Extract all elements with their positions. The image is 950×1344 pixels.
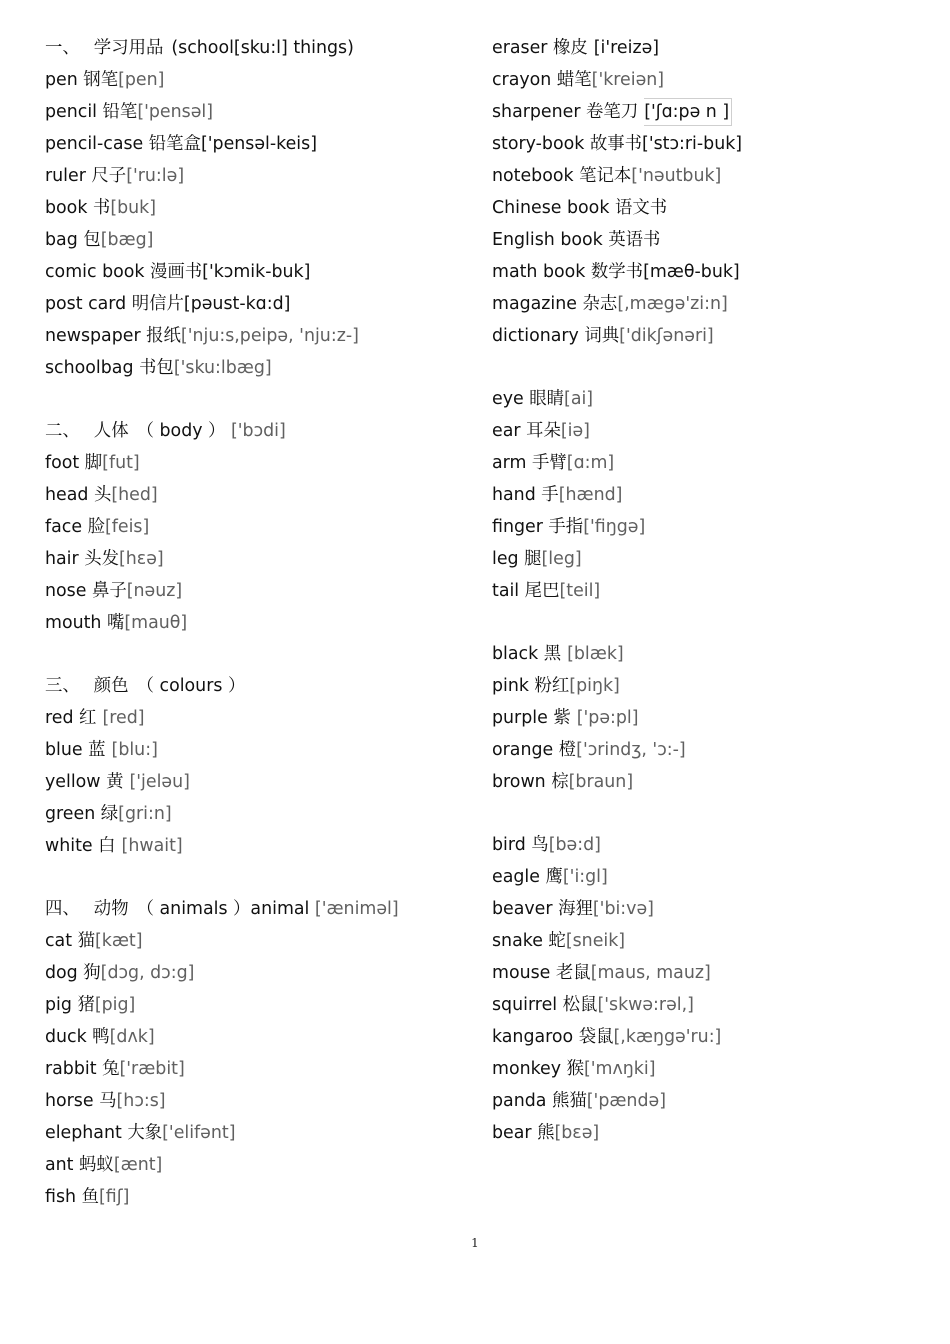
- english-word: duck: [45, 1027, 87, 1047]
- phonetic: [mæθ-buk]: [643, 262, 740, 282]
- vocab-entry: [492, 96, 912, 128]
- vocab-entry: [492, 288, 912, 320]
- english-word: finger: [492, 517, 543, 537]
- vocab-entry: [492, 766, 912, 798]
- vocab-entry: [45, 798, 475, 830]
- english-word: leg: [492, 549, 519, 569]
- vocab-entry: [492, 829, 912, 861]
- vocab-entry: [492, 1053, 912, 1085]
- english-word: hand: [492, 485, 536, 505]
- phonetic: [hεə]: [119, 549, 164, 569]
- chinese-word: 笔记本: [579, 166, 632, 186]
- english-word: pig: [45, 995, 72, 1015]
- chinese-word: 猴: [566, 1059, 584, 1079]
- chinese-word: 白: [98, 836, 116, 856]
- vocab-entry: [45, 96, 475, 128]
- phonetic: ['nəutbuk]: [631, 166, 722, 186]
- chinese-word: 鼻子: [91, 581, 127, 601]
- chinese-word: 绿: [100, 804, 119, 824]
- english-word: brown: [492, 772, 546, 792]
- english-word: elephant: [45, 1123, 122, 1143]
- phonetic: ['ru:lə]: [126, 166, 185, 186]
- vocab-entry: [45, 128, 475, 160]
- english-word: ear: [492, 421, 521, 441]
- right-column: [492, 32, 912, 1180]
- heading-chinese: 人体: [93, 421, 129, 441]
- vocab-entry: [45, 607, 475, 639]
- phonetic: [mauθ]: [124, 613, 188, 633]
- heading-phonetic: ['bɔdi]: [230, 421, 286, 441]
- vocab-entry: [492, 511, 912, 543]
- english-word: cat: [45, 931, 73, 951]
- phonetic: [hed]: [111, 485, 158, 505]
- english-word: magazine: [492, 294, 577, 314]
- english-word: snake: [492, 931, 543, 951]
- english-word: mouse: [492, 963, 551, 983]
- phonetic: [fiʃ]: [98, 1187, 130, 1207]
- section-1-left: [45, 32, 475, 384]
- english-word: panda: [492, 1091, 547, 1111]
- section-2-left: [45, 415, 475, 639]
- phonetic: ['kreiən]: [591, 70, 665, 90]
- chinese-word: 手: [541, 485, 559, 505]
- english-word: kangaroo: [492, 1027, 574, 1047]
- chinese-word: 头发: [84, 549, 119, 569]
- phonetic: [feis]: [104, 517, 150, 537]
- chinese-word: 头: [93, 485, 112, 505]
- english-word: pencil-case: [45, 134, 144, 154]
- english-word: crayon: [492, 70, 552, 90]
- phonetic: [ænt]: [113, 1155, 163, 1175]
- phonetic: [dɔg, dɔ:g]: [100, 963, 195, 983]
- heading-english: (school[sku:l] things): [171, 38, 354, 58]
- english-word: monkey: [492, 1059, 562, 1079]
- english-word: blue: [45, 740, 83, 760]
- chinese-word: 蛇: [548, 931, 566, 951]
- english-word: squirrel: [492, 995, 558, 1015]
- phonetic: [iə]: [560, 421, 590, 441]
- phonetic: [,mægə'zi:n]: [617, 294, 728, 314]
- english-word: fish: [45, 1187, 77, 1207]
- phonetic: ['pændə]: [586, 1091, 666, 1111]
- chinese-word: 铅笔: [102, 102, 138, 122]
- vocab-entry: [492, 989, 912, 1021]
- chinese-word: 铅笔盒: [148, 134, 201, 154]
- phonetic: ['bi:və]: [592, 899, 654, 919]
- phonetic: ['mʌŋki]: [583, 1059, 656, 1079]
- chinese-word: 漫画书: [149, 262, 203, 282]
- vocab-entry: [492, 415, 912, 447]
- chinese-word: 嘴: [106, 613, 125, 633]
- english-word: head: [45, 485, 89, 505]
- vocab-entry: [492, 479, 912, 511]
- phonetic: ['elifənt]: [162, 1123, 236, 1143]
- phonetic: [pəust-kɑ:d]: [183, 294, 291, 314]
- phonetic: [,kæŋgə'ru:]: [613, 1027, 722, 1047]
- chinese-word: 英语书: [608, 230, 661, 250]
- vocab-entry: [492, 160, 912, 192]
- chinese-word: 手指: [548, 517, 584, 537]
- english-word: beaver: [492, 899, 553, 919]
- phonetic: ['ʃɑ:pə n ]: [644, 98, 732, 126]
- vocab-entry: [45, 925, 475, 957]
- chinese-word: 故事书: [589, 134, 643, 154]
- chinese-word: 鸟: [531, 835, 549, 855]
- vocab-entry: [45, 352, 475, 384]
- english-word: orange: [492, 740, 554, 760]
- phonetic: [teil]: [559, 581, 601, 601]
- phonetic: [dʌk]: [109, 1027, 155, 1047]
- vocab-entry: [492, 1085, 912, 1117]
- phonetic: [hænd]: [558, 485, 623, 505]
- phonetic: ['i:gl]: [562, 867, 608, 887]
- english-word: eye: [492, 389, 524, 409]
- vocab-entry: [45, 575, 475, 607]
- phonetic: [fut]: [102, 453, 140, 473]
- phonetic: [braun]: [568, 772, 634, 792]
- section-1-right: [492, 32, 912, 352]
- vocab-entry: [45, 1085, 475, 1117]
- phonetic: [pen]: [118, 70, 165, 90]
- vocab-entry: [492, 256, 912, 288]
- english-word: pencil: [45, 102, 97, 122]
- section-heading: [45, 670, 475, 702]
- phonetic: [pig]: [94, 995, 136, 1015]
- phonetic: ['fiŋgə]: [583, 517, 646, 537]
- phonetic: [piŋk]: [569, 676, 620, 696]
- section-heading: [45, 893, 475, 925]
- phonetic: [hwait]: [121, 836, 183, 856]
- phonetic: ['ɔrindʒ, 'ɔ:-]: [576, 740, 686, 760]
- english-word: arm: [492, 453, 527, 473]
- heading-english: （ animals ）animal: [136, 899, 310, 919]
- phonetic: [gri:n]: [118, 804, 172, 824]
- heading-phonetic: ['ænimәl]: [314, 899, 399, 919]
- vocab-entry: [492, 638, 912, 670]
- vocab-entry: [45, 830, 475, 862]
- heading-english: （ body ）: [136, 421, 226, 441]
- vocab-entry: [492, 128, 912, 160]
- vocab-entry: [45, 734, 475, 766]
- vocab-entry: [45, 543, 475, 575]
- chinese-word: 明信片: [131, 294, 184, 314]
- phonetic: [bεə]: [554, 1123, 600, 1143]
- vocab-entry: [45, 192, 475, 224]
- vocab-entry: [492, 702, 912, 734]
- english-word: sharpener: [492, 102, 581, 122]
- phonetic: ['nju:s,peipə, 'nju:z-]: [180, 326, 359, 346]
- chinese-word: 蜡笔: [556, 70, 592, 90]
- chinese-word: 鹰: [545, 867, 563, 887]
- chinese-word: 棕: [551, 772, 569, 792]
- chinese-word: 报纸: [146, 326, 181, 346]
- phonetic: ['dikʃənəri]: [619, 326, 714, 346]
- vocab-entry: [45, 160, 475, 192]
- english-word: white: [45, 836, 93, 856]
- vocab-entry: [45, 1053, 475, 1085]
- chinese-word: 蚂蚁: [79, 1155, 114, 1175]
- phonetic: [blæk]: [567, 644, 624, 664]
- english-word: post card: [45, 294, 127, 314]
- chinese-word: 熊猫: [551, 1091, 587, 1111]
- phonetic: [nəuz]: [126, 581, 183, 601]
- chinese-word: 兔: [102, 1059, 120, 1079]
- chinese-word: 黑: [543, 644, 562, 664]
- phonetic: ['pensəl-keis]: [200, 134, 317, 154]
- english-word: yellow: [45, 772, 101, 792]
- section-4-left: [45, 893, 475, 1213]
- chinese-word: 猪: [77, 995, 95, 1015]
- english-word: pen: [45, 70, 78, 90]
- section-number: 一、: [45, 38, 80, 58]
- chinese-word: 松鼠: [562, 995, 598, 1015]
- phonetic: [i'reizə]: [593, 38, 660, 58]
- english-word: English book: [492, 230, 603, 250]
- chinese-word: 熊: [537, 1123, 555, 1143]
- chinese-word: 鸭: [92, 1027, 110, 1047]
- vocab-entry: [45, 447, 475, 479]
- vocab-entry: [492, 543, 912, 575]
- english-word: green: [45, 804, 96, 824]
- english-word: red: [45, 708, 74, 728]
- vocab-entry: [492, 320, 912, 352]
- chinese-word: 杂志: [582, 294, 618, 314]
- heading-chinese: 学习用品: [93, 38, 164, 58]
- heading-chinese: 颜色: [93, 676, 129, 696]
- vocab-entry: [492, 1117, 912, 1149]
- chinese-word: 耳朵: [526, 421, 561, 441]
- chinese-word: 蓝: [88, 740, 106, 760]
- chinese-word: 紫: [553, 708, 571, 728]
- chinese-word: 猫: [77, 931, 95, 951]
- english-word: comic book: [45, 262, 145, 282]
- phonetic: [ɑ:m]: [566, 453, 615, 473]
- english-word: story-book: [492, 134, 585, 154]
- vocab-entry: [492, 224, 912, 256]
- vocab-entry: [45, 957, 475, 989]
- phonetic: [kæt]: [94, 931, 143, 951]
- section-3-right: [492, 638, 912, 798]
- chinese-word: 眼睛: [529, 389, 565, 409]
- chinese-word: 尾巴: [524, 581, 560, 601]
- chinese-word: 包: [83, 230, 101, 250]
- chinese-word: 马: [99, 1091, 117, 1111]
- english-word: dictionary: [492, 326, 579, 346]
- phonetic: ['kɔmik-buk]: [202, 262, 311, 282]
- vocab-entry: [45, 1149, 475, 1181]
- section-3-left: [45, 670, 475, 862]
- phonetic: [sneik]: [565, 931, 626, 951]
- phonetic: [blu:]: [111, 740, 158, 760]
- english-word: horse: [45, 1091, 94, 1111]
- page-number: 1: [471, 1236, 479, 1250]
- english-word: pink: [492, 676, 529, 696]
- phonetic: ['pə:pl]: [576, 708, 639, 728]
- english-word: math book: [492, 262, 586, 282]
- chinese-word: 语文书: [614, 198, 668, 218]
- chinese-word: 手臂: [531, 453, 567, 473]
- english-word: purple: [492, 708, 548, 728]
- vocab-entry: [45, 511, 475, 543]
- vocab-entry: [45, 702, 475, 734]
- section-4-right: [492, 829, 912, 1149]
- chinese-word: 老鼠: [555, 963, 591, 983]
- english-word: foot: [45, 453, 80, 473]
- section-number: 二、: [45, 421, 80, 441]
- section-heading: [45, 32, 475, 64]
- english-word: face: [45, 517, 83, 537]
- chinese-word: 大象: [127, 1123, 163, 1143]
- english-word: black: [492, 644, 539, 664]
- chinese-word: 数学书: [590, 262, 644, 282]
- chinese-word: 红: [79, 708, 97, 728]
- vocab-entry: [45, 224, 475, 256]
- english-word: eagle: [492, 867, 540, 887]
- english-word: tail: [492, 581, 520, 601]
- phonetic: ['jeləu]: [129, 772, 190, 792]
- chinese-word: 书: [92, 198, 111, 218]
- heading-english: （ colours ）: [136, 676, 246, 696]
- chinese-word: 脸: [87, 517, 105, 537]
- vocab-entry: [45, 989, 475, 1021]
- vocab-entry: [492, 575, 912, 607]
- chinese-word: 词典: [584, 326, 620, 346]
- vocab-entry: [492, 861, 912, 893]
- phonetic: ['sku:lbæg]: [173, 358, 272, 378]
- english-word: hair: [45, 549, 79, 569]
- vocab-entry: [45, 256, 475, 288]
- vocab-entry: [492, 383, 912, 415]
- vocab-entry: [492, 447, 912, 479]
- english-word: newspaper: [45, 326, 141, 346]
- english-word: dog: [45, 963, 78, 983]
- english-word: schoolbag: [45, 358, 134, 378]
- vocab-entry: [492, 32, 912, 64]
- english-word: notebook: [492, 166, 574, 186]
- english-word: Chinese book: [492, 198, 610, 218]
- chinese-word: 尺子: [91, 166, 127, 186]
- english-word: rabbit: [45, 1059, 97, 1079]
- english-word: mouth: [45, 613, 102, 633]
- chinese-word: 橡皮: [552, 38, 588, 58]
- vocab-entry: [492, 734, 912, 766]
- english-word: ruler: [45, 166, 86, 186]
- chinese-word: 书包: [139, 358, 174, 378]
- phonetic: [bæg]: [100, 230, 154, 250]
- vocab-entry: [492, 893, 912, 925]
- vocab-entry: [492, 957, 912, 989]
- section-2-right: [492, 383, 912, 607]
- section-number: 三、: [45, 676, 80, 696]
- vocab-entry: [492, 64, 912, 96]
- chinese-word: 袋鼠: [578, 1027, 614, 1047]
- english-word: bird: [492, 835, 526, 855]
- chinese-word: 海狸: [558, 899, 593, 919]
- english-word: book: [45, 198, 88, 218]
- phonetic: ['skwə:rəl,]: [597, 995, 694, 1015]
- chinese-word: 粉红: [534, 676, 570, 696]
- vocab-entry: [45, 320, 475, 352]
- phonetic: [bə:d]: [548, 835, 601, 855]
- phonetic: ['ræbit]: [119, 1059, 185, 1079]
- vocab-entry: [45, 1117, 475, 1149]
- english-word: bear: [492, 1123, 532, 1143]
- section-number: 四、: [45, 899, 80, 919]
- phonetic: [leg]: [541, 549, 582, 569]
- phonetic: [ai]: [564, 389, 594, 409]
- chinese-word: 狗: [83, 963, 101, 983]
- phonetic: ['pensəl]: [137, 102, 214, 122]
- vocab-entry: [492, 925, 912, 957]
- chinese-word: 卷笔刀: [586, 102, 639, 122]
- left-column: [45, 32, 475, 1244]
- english-word: bag: [45, 230, 78, 250]
- vocab-entry: [492, 192, 912, 224]
- chinese-word: 钢笔: [83, 70, 119, 90]
- section-heading: [45, 415, 475, 447]
- chinese-word: 黄: [106, 772, 124, 792]
- vocab-entry: [45, 288, 475, 320]
- vocab-entry: [45, 479, 475, 511]
- phonetic: [maus, mauz]: [590, 963, 711, 983]
- phonetic: [hɔ:s]: [116, 1091, 166, 1111]
- phonetic: [buk]: [110, 198, 157, 218]
- vocab-entry: [45, 64, 475, 96]
- heading-chinese: 动物: [93, 899, 129, 919]
- english-word: nose: [45, 581, 87, 601]
- chinese-word: 橙: [558, 740, 577, 760]
- chinese-word: 鱼: [81, 1187, 99, 1207]
- vocab-entry: [45, 1181, 475, 1213]
- english-word: eraser: [492, 38, 548, 58]
- vocab-entry: [45, 766, 475, 798]
- english-word: ant: [45, 1155, 74, 1175]
- vocab-entry: [492, 1021, 912, 1053]
- phonetic: [red]: [102, 708, 145, 728]
- chinese-word: 腿: [524, 549, 542, 569]
- vocab-entry: [45, 1021, 475, 1053]
- chinese-word: 脚: [84, 453, 103, 473]
- phonetic: ['stɔ:ri-buk]: [642, 134, 743, 154]
- vocab-entry: [492, 670, 912, 702]
